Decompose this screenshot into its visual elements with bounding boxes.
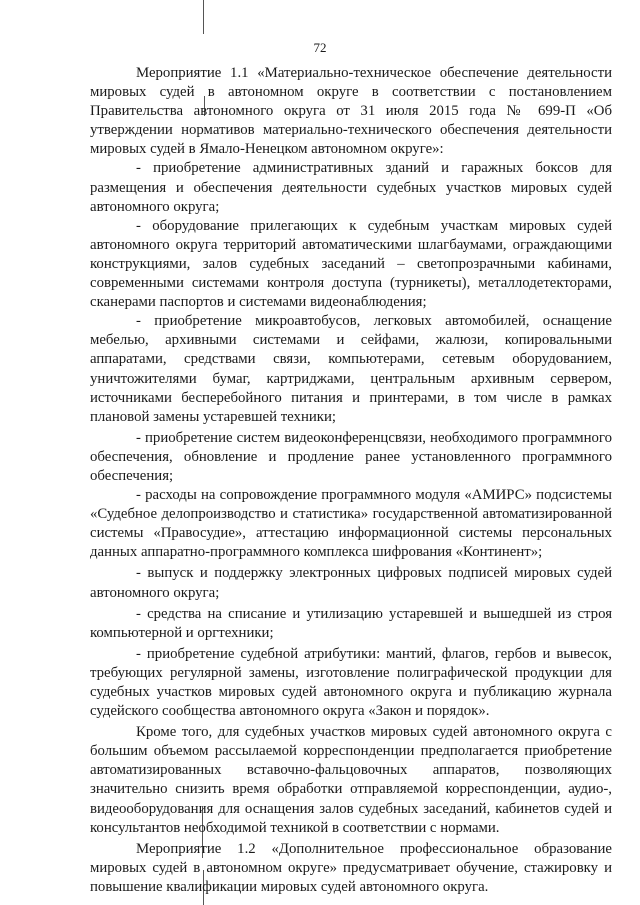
paragraph-measure-1-2: Мероприятие 1.2 «Дополнительное профессиональное образование мировых судей в автономном округе» предусматривает обучение, стажировку и повышение квалификации мировых судей автономного округа. [90, 840, 612, 895]
paragraph-additionally: Кроме того, для судебных участков мировых судей автономного округа с большим объемом рассылаемой корреспонденции предполагается приобретение автоматизированных вставочно-фальцовочных аппаратов, позволяющих значительно снизить время обработки отправляемой корреспонденции, аудио-, видеооборудования для оснащения залов судебных заседаний, кабинетов судей и консультантов необходимой техникой в соответствии с нормами. [90, 724, 612, 836]
scan-artifact-line [203, 0, 204, 34]
list-item-disposal: - средства на списание и утилизацию устаревшей и вышедшей из строя компьютерной и оргтехники; [90, 605, 612, 641]
list-item-territory-equipment: - оборудование прилегающих к судебным участкам мировых судей автономного округа территорий автоматическими шлагбаумами, ограждающими конструкциями, залов судебных заседаний – светопрозрачными кабинами, современными системами контроля доступа (турникеты), металлодетекторами, сканерами паспортов и системами видеонаблюдения; [90, 217, 612, 311]
paragraph-measure-1-1: Мероприятие 1.1 «Материально-техническое обеспечение деятельности мировых судей в автономном округе в соответствии с постановлением Правительства автономного округа от 31 июля 2015 года № 699-П «Об утверждении нормативов материально-технического обеспечения деятельности мировых судей в Ямало-Ненецком автономном округе»: [90, 65, 612, 158]
list-item-amirs-support: - расходы на сопровождение программного модуля «АМИРС» подсистемы «Судебное делопроизводство и статистика» государственной автоматизированной системы «Правосудие», аттестацию информационной системы персональных данных аппаратно-программного комплекса шифрования «Континент»; [90, 487, 612, 561]
list-item-digital-signatures: - выпуск и поддержку электронных цифровых подписей мировых судей автономного округа; [90, 565, 612, 601]
list-item-videoconference: - приобретение систем видеоконференцсвязи, необходимого программного обеспечения, обновление и продление ранее установленного программного обеспечения; [90, 429, 612, 484]
list-item-vehicles-furniture: - приобретение микроавтобусов, легковых автомобилей, оснащение мебелью, архивными системами и сейфами, жалюзи, копировальными аппаратами, средствами связи, компьютерами, сетевым оборудованием, уничтожителями бумаг, картриджами, центральным архивным сервером, источниками бесперебойного питания и принтерами, в том числе в рамках плановой замены устаревшей техники; [90, 313, 612, 425]
page-number: 72 [313, 40, 327, 55]
list-item-attributes: - приобретение судебной атрибутики: мантий, флагов, гербов и вывесок, требующих регулярной замены, изготовление полиграфической продукции для судебных участков мировых судей автономного округа и публикацию журнала судейского сообщества автономного округа «Закон и порядок». [90, 645, 612, 720]
document-body [90, 64, 612, 897]
list-item-buildings: - приобретение административных зданий и гаражных боксов для размещения и обеспечения деятельности судебных участков мировых судей автономного округа; [90, 160, 612, 215]
